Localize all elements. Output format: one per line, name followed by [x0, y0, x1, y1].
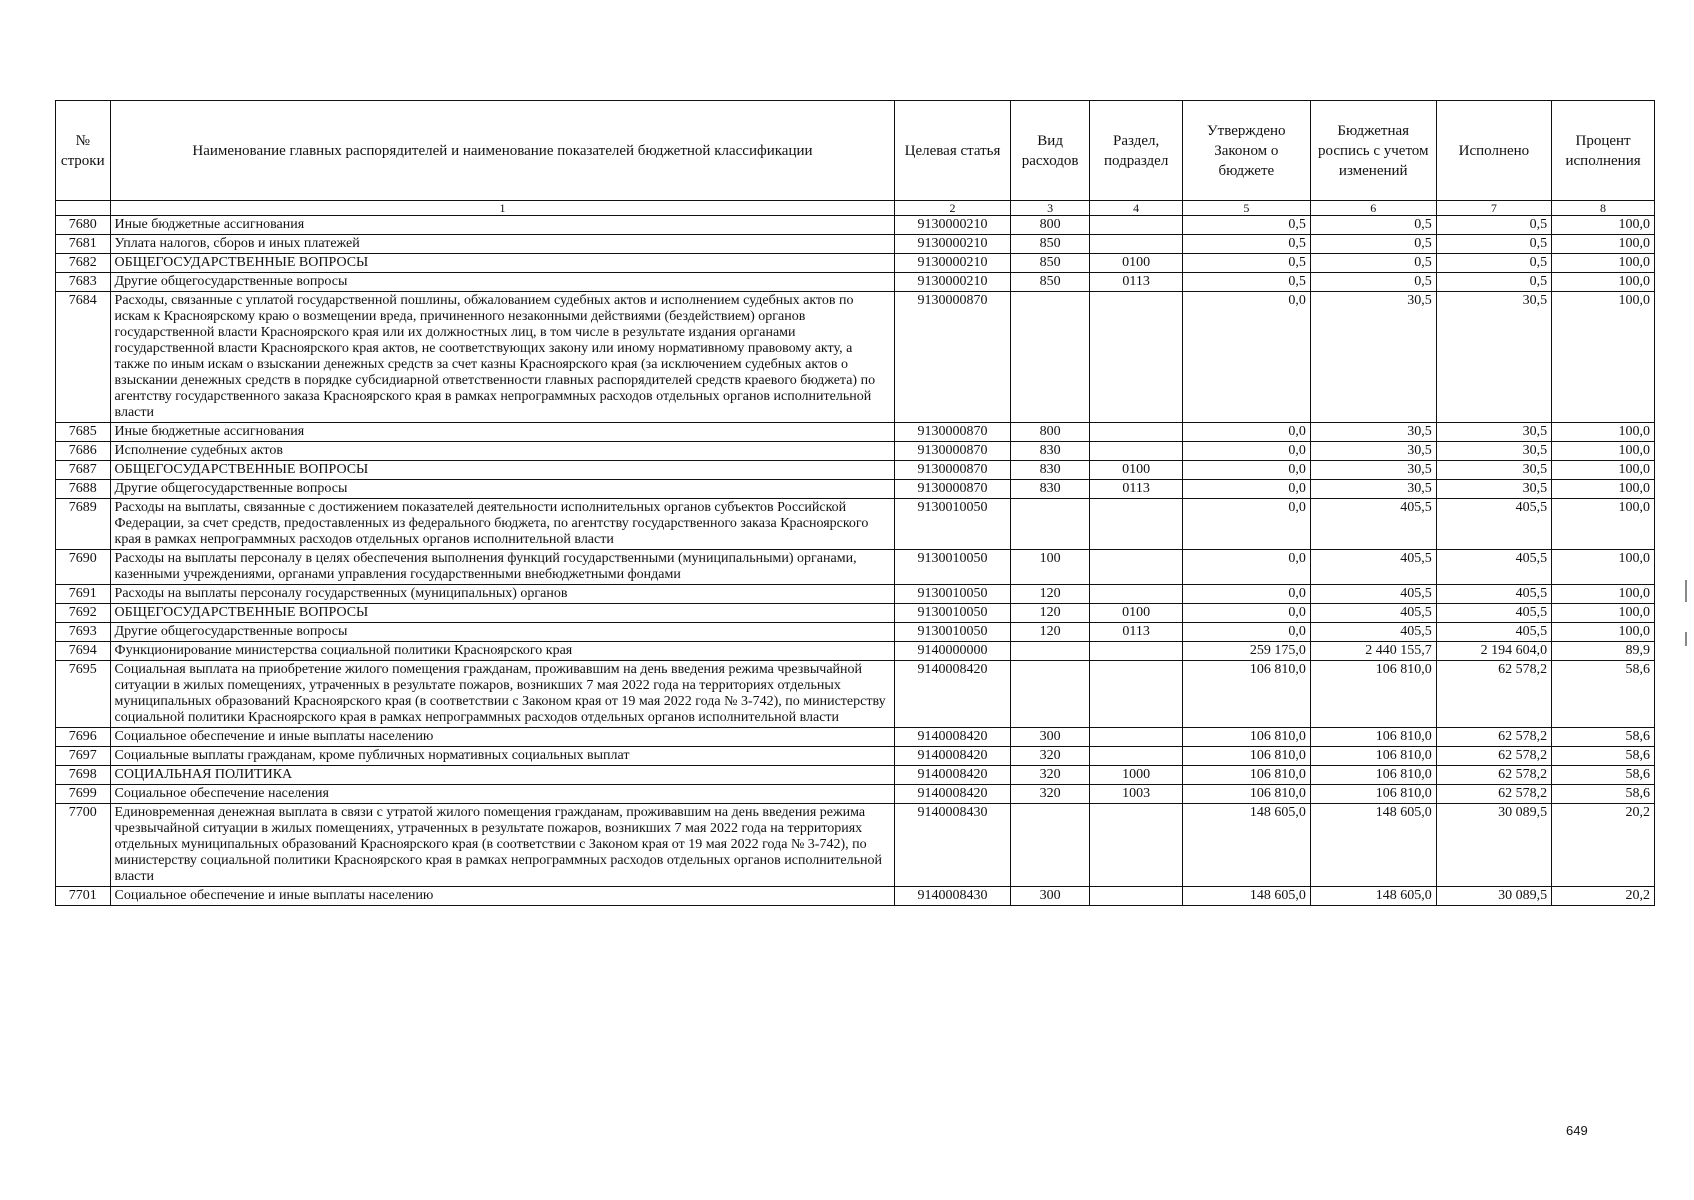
- column-number: 6: [1310, 201, 1436, 216]
- table-row: [56, 254, 1655, 273]
- target-article: 9130000870: [895, 423, 1010, 442]
- section-code: 0100: [1090, 461, 1182, 480]
- row-name: Иные бюджетные ассигнования: [110, 423, 895, 442]
- execution-percent: 100,0: [1552, 623, 1655, 642]
- executed-amount: 405,5: [1436, 499, 1551, 550]
- row-number: 7683: [56, 273, 111, 292]
- executed-amount: 62 578,2: [1436, 785, 1551, 804]
- table-row: [56, 292, 1655, 423]
- page-number: 649: [1566, 1123, 1588, 1138]
- row-number: 7688: [56, 480, 111, 499]
- execution-percent: 100,0: [1552, 235, 1655, 254]
- row-name: Другие общегосударственные вопросы: [110, 480, 895, 499]
- row-name: Иные бюджетные ассигнования: [110, 216, 895, 235]
- expense-kind: 850: [1010, 254, 1090, 273]
- executed-amount: 62 578,2: [1436, 728, 1551, 747]
- approved-amount: 0,0: [1182, 442, 1310, 461]
- target-article: 9130000210: [895, 273, 1010, 292]
- target-article: 9130010050: [895, 585, 1010, 604]
- column-number-row: [56, 201, 1655, 216]
- executed-amount: 0,5: [1436, 235, 1551, 254]
- schedule-amount: 405,5: [1310, 585, 1436, 604]
- section-code: 0113: [1090, 273, 1182, 292]
- target-article: 9140008420: [895, 661, 1010, 728]
- table-row: [56, 235, 1655, 254]
- execution-percent: 100,0: [1552, 292, 1655, 423]
- row-number: 7698: [56, 766, 111, 785]
- row-number: 7699: [56, 785, 111, 804]
- executed-amount: 30,5: [1436, 480, 1551, 499]
- section-code: 0113: [1090, 623, 1182, 642]
- expense-kind: [1010, 661, 1090, 728]
- target-article: 9130010050: [895, 499, 1010, 550]
- approved-amount: 0,0: [1182, 550, 1310, 585]
- row-name: ОБЩЕГОСУДАРСТВЕННЫЕ ВОПРОСЫ: [110, 254, 895, 273]
- execution-percent: 100,0: [1552, 461, 1655, 480]
- column-number: 8: [1552, 201, 1655, 216]
- expense-kind: 320: [1010, 766, 1090, 785]
- column-number: 7: [1436, 201, 1551, 216]
- table-row: [56, 747, 1655, 766]
- row-name: Другие общегосударственные вопросы: [110, 623, 895, 642]
- section-code: [1090, 642, 1182, 661]
- column-number: [56, 201, 111, 216]
- executed-amount: 0,5: [1436, 273, 1551, 292]
- executed-amount: 0,5: [1436, 254, 1551, 273]
- header-row: [56, 101, 1655, 201]
- executed-amount: 30,5: [1436, 461, 1551, 480]
- row-name: Функционирование министерства социальной политики Красноярского края: [110, 642, 895, 661]
- section-code: [1090, 585, 1182, 604]
- table-row: [56, 442, 1655, 461]
- target-article: 9140008420: [895, 785, 1010, 804]
- row-number: 7700: [56, 804, 111, 887]
- row-name: Расходы на выплаты персоналу в целях обеспечения выполнения функций государственными (муниципальными) органами, казенными учреждениями, органами управления государственными внебюджетными фондами: [110, 550, 895, 585]
- executed-amount: 62 578,2: [1436, 661, 1551, 728]
- header-target-article: Целевая статья: [895, 101, 1010, 201]
- section-code: [1090, 442, 1182, 461]
- section-code: [1090, 728, 1182, 747]
- approved-amount: 0,0: [1182, 499, 1310, 550]
- expense-kind: [1010, 292, 1090, 423]
- execution-percent: 58,6: [1552, 766, 1655, 785]
- expense-kind: 830: [1010, 442, 1090, 461]
- row-number: 7680: [56, 216, 111, 235]
- schedule-amount: 405,5: [1310, 604, 1436, 623]
- executed-amount: 30 089,5: [1436, 887, 1551, 906]
- table-row: [56, 423, 1655, 442]
- table-row: [56, 499, 1655, 550]
- schedule-amount: 30,5: [1310, 480, 1436, 499]
- target-article: 9140008420: [895, 728, 1010, 747]
- scan-edge-mark: [1685, 580, 1687, 602]
- row-number: 7684: [56, 292, 111, 423]
- execution-percent: 100,0: [1552, 442, 1655, 461]
- row-name: СОЦИАЛЬНАЯ ПОЛИТИКА: [110, 766, 895, 785]
- executed-amount: 0,5: [1436, 216, 1551, 235]
- schedule-amount: 405,5: [1310, 623, 1436, 642]
- header-name: Наименование главных распорядителей и наименование показателей бюджетной классификации: [110, 101, 895, 201]
- section-code: 1000: [1090, 766, 1182, 785]
- row-number: 7692: [56, 604, 111, 623]
- table-row: [56, 804, 1655, 887]
- column-number: 2: [895, 201, 1010, 216]
- executed-amount: 30 089,5: [1436, 804, 1551, 887]
- section-code: [1090, 747, 1182, 766]
- execution-percent: 100,0: [1552, 254, 1655, 273]
- approved-amount: 106 810,0: [1182, 747, 1310, 766]
- schedule-amount: 30,5: [1310, 423, 1436, 442]
- target-article: 9140008420: [895, 766, 1010, 785]
- execution-percent: 89,9: [1552, 642, 1655, 661]
- row-name: Социальные выплаты гражданам, кроме публичных нормативных социальных выплат: [110, 747, 895, 766]
- expense-kind: 320: [1010, 747, 1090, 766]
- expense-kind: 300: [1010, 728, 1090, 747]
- row-number: 7691: [56, 585, 111, 604]
- row-number: 7694: [56, 642, 111, 661]
- executed-amount: 62 578,2: [1436, 747, 1551, 766]
- table-row: [56, 604, 1655, 623]
- execution-percent: 100,0: [1552, 585, 1655, 604]
- target-article: 9140008430: [895, 887, 1010, 906]
- expense-kind: 800: [1010, 423, 1090, 442]
- expense-kind: [1010, 499, 1090, 550]
- section-code: [1090, 887, 1182, 906]
- section-code: [1090, 216, 1182, 235]
- row-name: Социальное обеспечение населения: [110, 785, 895, 804]
- approved-amount: 0,0: [1182, 585, 1310, 604]
- expense-kind: 850: [1010, 235, 1090, 254]
- approved-amount: 0,5: [1182, 216, 1310, 235]
- schedule-amount: 106 810,0: [1310, 766, 1436, 785]
- target-article: 9130010050: [895, 623, 1010, 642]
- row-number: 7689: [56, 499, 111, 550]
- row-name: Социальное обеспечение и иные выплаты населению: [110, 887, 895, 906]
- schedule-amount: 148 605,0: [1310, 887, 1436, 906]
- target-article: 9130000210: [895, 235, 1010, 254]
- approved-amount: 0,0: [1182, 480, 1310, 499]
- column-number: 4: [1090, 201, 1182, 216]
- row-name: Социальная выплата на приобретение жилого помещения гражданам, проживавшим на день введения режима чрезвычайной ситуации в жилых помещениях, утраченных в результате пожаров, возникших 7 мая 2022 года на территориях отдельных муниципальных образований Красноярского края (в соответствии с Законом края от 19 мая 2022 года № 3-742), по министерству социальной политики Красноярского края в рамках непрограммных расходов отдельных органов исполнительной власти: [110, 661, 895, 728]
- execution-percent: 58,6: [1552, 728, 1655, 747]
- row-name: Уплата налогов, сборов и иных платежей: [110, 235, 895, 254]
- schedule-amount: 148 605,0: [1310, 804, 1436, 887]
- execution-percent: 100,0: [1552, 550, 1655, 585]
- table-row: [56, 642, 1655, 661]
- executed-amount: 405,5: [1436, 550, 1551, 585]
- column-number: 3: [1010, 201, 1090, 216]
- execution-percent: 100,0: [1552, 216, 1655, 235]
- section-code: 0113: [1090, 480, 1182, 499]
- schedule-amount: 30,5: [1310, 292, 1436, 423]
- row-number: 7690: [56, 550, 111, 585]
- execution-percent: 100,0: [1552, 499, 1655, 550]
- row-number: 7693: [56, 623, 111, 642]
- executed-amount: 405,5: [1436, 585, 1551, 604]
- expense-kind: 120: [1010, 585, 1090, 604]
- row-name: Расходы на выплаты, связанные с достижением показателей деятельности исполнительных органов субъектов Российской Федерации, за счет средств, предоставленных из федерального бюджета, по агентству государственного заказа Красноярского края в рамках непрограммных расходов отдельных органов исполнительной власти: [110, 499, 895, 550]
- executed-amount: 30,5: [1436, 442, 1551, 461]
- expense-kind: 300: [1010, 887, 1090, 906]
- row-number: 7695: [56, 661, 111, 728]
- schedule-amount: 106 810,0: [1310, 661, 1436, 728]
- approved-amount: 0,0: [1182, 461, 1310, 480]
- header-executed: Исполнено: [1436, 101, 1551, 201]
- target-article: 9130010050: [895, 604, 1010, 623]
- expense-kind: 850: [1010, 273, 1090, 292]
- table-row: [56, 273, 1655, 292]
- row-number: 7681: [56, 235, 111, 254]
- schedule-amount: 2 440 155,7: [1310, 642, 1436, 661]
- expense-kind: 320: [1010, 785, 1090, 804]
- section-code: 0100: [1090, 604, 1182, 623]
- schedule-amount: 106 810,0: [1310, 785, 1436, 804]
- schedule-amount: 30,5: [1310, 461, 1436, 480]
- row-number: 7682: [56, 254, 111, 273]
- execution-percent: 100,0: [1552, 273, 1655, 292]
- row-name: Социальное обеспечение и иные выплаты населению: [110, 728, 895, 747]
- schedule-amount: 0,5: [1310, 235, 1436, 254]
- schedule-amount: 106 810,0: [1310, 747, 1436, 766]
- executed-amount: 405,5: [1436, 623, 1551, 642]
- execution-percent: 100,0: [1552, 480, 1655, 499]
- table-row: [56, 585, 1655, 604]
- section-code: [1090, 423, 1182, 442]
- header-row-number: № строки: [56, 101, 111, 201]
- row-number: 7687: [56, 461, 111, 480]
- table-row: [56, 661, 1655, 728]
- scan-edge-mark: [1685, 632, 1687, 646]
- table-body: [56, 216, 1655, 906]
- column-number: 5: [1182, 201, 1310, 216]
- schedule-amount: 0,5: [1310, 216, 1436, 235]
- expense-kind: 100: [1010, 550, 1090, 585]
- table-row: [56, 766, 1655, 785]
- row-number: 7696: [56, 728, 111, 747]
- expense-kind: [1010, 642, 1090, 661]
- target-article: 9130000870: [895, 461, 1010, 480]
- expense-kind: 120: [1010, 623, 1090, 642]
- execution-percent: 20,2: [1552, 887, 1655, 906]
- target-article: 9130010050: [895, 550, 1010, 585]
- expense-kind: [1010, 804, 1090, 887]
- approved-amount: 148 605,0: [1182, 887, 1310, 906]
- table-row: [56, 887, 1655, 906]
- row-name: Расходы на выплаты персоналу государственных (муниципальных) органов: [110, 585, 895, 604]
- approved-amount: 0,5: [1182, 235, 1310, 254]
- target-article: 9140008420: [895, 747, 1010, 766]
- executed-amount: 30,5: [1436, 292, 1551, 423]
- schedule-amount: 106 810,0: [1310, 728, 1436, 747]
- schedule-amount: 30,5: [1310, 442, 1436, 461]
- row-name: Единовременная денежная выплата в связи с утратой жилого помещения гражданам, проживавшим на день введения режима чрезвычайной ситуации в жилых помещениях, утраченных в результате пожаров, возникших 7 мая 2022 года на территориях отдельных муниципальных образований Красноярского края (в соответствии с Законом края от 19 мая 2022 года № 3-742), по министерству социальной политики Красноярского края в рамках непрограммных расходов отдельных органов исполнительной власти: [110, 804, 895, 887]
- target-article: 9130000870: [895, 292, 1010, 423]
- executed-amount: 62 578,2: [1436, 766, 1551, 785]
- table-row: [56, 785, 1655, 804]
- schedule-amount: 0,5: [1310, 254, 1436, 273]
- header-percent: Процент исполнения: [1552, 101, 1655, 201]
- column-number: 1: [110, 201, 895, 216]
- row-number: 7697: [56, 747, 111, 766]
- approved-amount: 0,0: [1182, 292, 1310, 423]
- target-article: 9130000210: [895, 216, 1010, 235]
- target-article: 9140000000: [895, 642, 1010, 661]
- row-name: ОБЩЕГОСУДАРСТВЕННЫЕ ВОПРОСЫ: [110, 604, 895, 623]
- header-approved: Утверждено Законом о бюджете: [1182, 101, 1310, 201]
- section-code: [1090, 235, 1182, 254]
- executed-amount: 30,5: [1436, 423, 1551, 442]
- expense-kind: 830: [1010, 480, 1090, 499]
- approved-amount: 106 810,0: [1182, 661, 1310, 728]
- table-row: [56, 623, 1655, 642]
- execution-percent: 100,0: [1552, 423, 1655, 442]
- section-code: 0100: [1090, 254, 1182, 273]
- row-number: 7685: [56, 423, 111, 442]
- section-code: [1090, 499, 1182, 550]
- row-name: ОБЩЕГОСУДАРСТВЕННЫЕ ВОПРОСЫ: [110, 461, 895, 480]
- section-code: 1003: [1090, 785, 1182, 804]
- section-code: [1090, 804, 1182, 887]
- section-code: [1090, 661, 1182, 728]
- approved-amount: 0,0: [1182, 623, 1310, 642]
- schedule-amount: 405,5: [1310, 550, 1436, 585]
- budget-sheet: [55, 100, 1655, 906]
- expense-kind: 800: [1010, 216, 1090, 235]
- table-row: [56, 480, 1655, 499]
- executed-amount: 2 194 604,0: [1436, 642, 1551, 661]
- approved-amount: 148 605,0: [1182, 804, 1310, 887]
- approved-amount: 0,5: [1182, 273, 1310, 292]
- target-article: 9130000210: [895, 254, 1010, 273]
- expense-kind: 120: [1010, 604, 1090, 623]
- target-article: 9130000870: [895, 442, 1010, 461]
- execution-percent: 100,0: [1552, 604, 1655, 623]
- approved-amount: 0,5: [1182, 254, 1310, 273]
- table-row: [56, 216, 1655, 235]
- row-number: 7701: [56, 887, 111, 906]
- header-expense-kind: Вид расходов: [1010, 101, 1090, 201]
- table-row: [56, 461, 1655, 480]
- table-row: [56, 728, 1655, 747]
- schedule-amount: 0,5: [1310, 273, 1436, 292]
- header-schedule: Бюджетная роспись с учетом изменений: [1310, 101, 1436, 201]
- execution-percent: 20,2: [1552, 804, 1655, 887]
- execution-percent: 58,6: [1552, 661, 1655, 728]
- table-row: [56, 550, 1655, 585]
- row-name: Исполнение судебных актов: [110, 442, 895, 461]
- approved-amount: 106 810,0: [1182, 766, 1310, 785]
- header-section: Раздел, подраздел: [1090, 101, 1182, 201]
- execution-percent: 58,6: [1552, 785, 1655, 804]
- section-code: [1090, 550, 1182, 585]
- approved-amount: 0,0: [1182, 604, 1310, 623]
- approved-amount: 106 810,0: [1182, 785, 1310, 804]
- row-name: Другие общегосударственные вопросы: [110, 273, 895, 292]
- execution-percent: 58,6: [1552, 747, 1655, 766]
- row-name: Расходы, связанные с уплатой государственной пошлины, обжалованием судебных актов и исполнением судебных актов по искам к Красноярскому краю о возмещении вреда, причиненного незаконными действиями (бездействием) органов государственной власти Красноярского края или их должностных лиц, в том числе в результате издания органами государственной власти Красноярского края актов, не соответствующих закону или иному нормативному правовому акту, а также по иным искам о взыскании денежных средств за счет казны Красноярского края (за исключением судебных актов о взыскании денежных средств в порядке субсидиарной ответственности главных распорядителей средств краевого бюджета) по агентству государственного заказа Красноярского края в рамках непрограммных расходов отдельных органов исполнительной власти: [110, 292, 895, 423]
- expense-kind: 830: [1010, 461, 1090, 480]
- section-code: [1090, 292, 1182, 423]
- approved-amount: 106 810,0: [1182, 728, 1310, 747]
- budget-table: [55, 100, 1655, 906]
- schedule-amount: 405,5: [1310, 499, 1436, 550]
- executed-amount: 405,5: [1436, 604, 1551, 623]
- target-article: 9140008430: [895, 804, 1010, 887]
- approved-amount: 0,0: [1182, 423, 1310, 442]
- row-number: 7686: [56, 442, 111, 461]
- target-article: 9130000870: [895, 480, 1010, 499]
- approved-amount: 259 175,0: [1182, 642, 1310, 661]
